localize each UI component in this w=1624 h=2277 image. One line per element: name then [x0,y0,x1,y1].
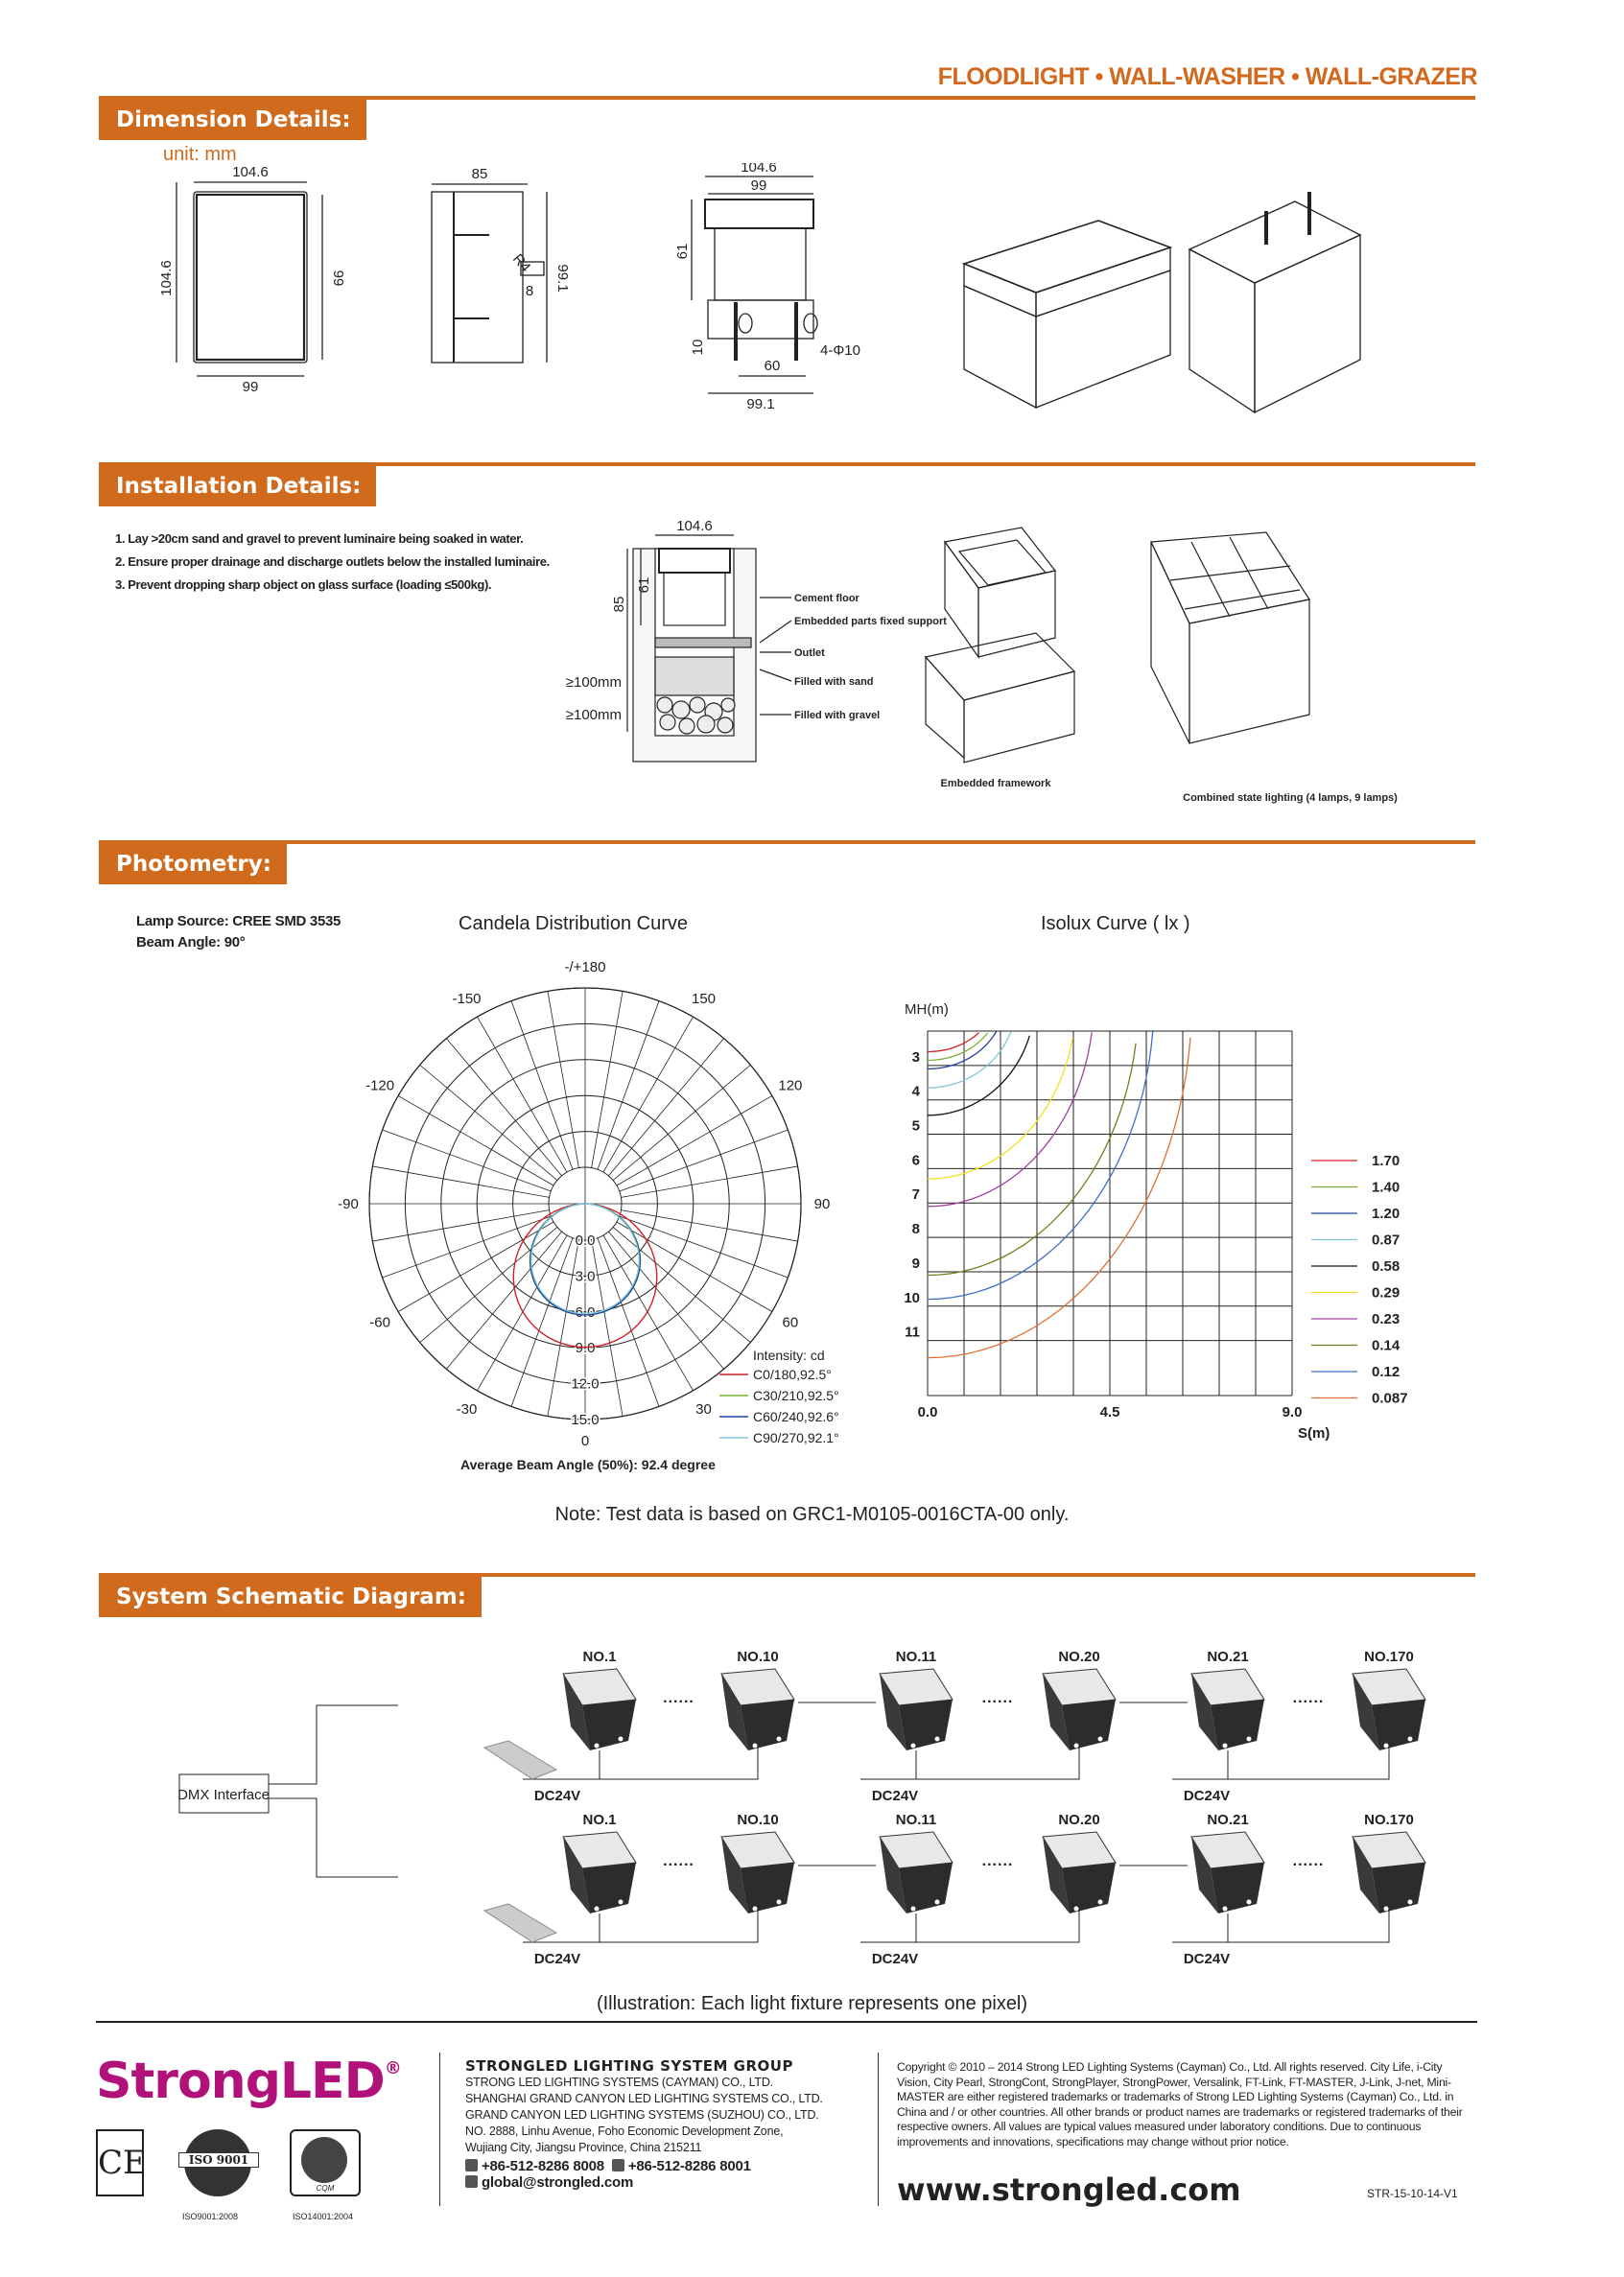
fixture-hole [595,1744,600,1749]
beam-angle: Beam Angle: 90° [136,934,246,951]
polar-legend-label: C30/210,92.5° [753,1388,839,1403]
isolux-y-tick: 10 [904,1289,920,1306]
polar-radial-label: 9.0 [575,1340,596,1357]
fixture-label: NO.11 [895,1649,937,1665]
polar-spoke [446,1232,561,1369]
side-depth-label: 85 [471,166,488,182]
polar-spoke [598,1001,659,1170]
front-width-bottom-label: 99 [242,379,259,395]
email-icon [465,2175,478,2188]
iso14001-caption: ISO14001:2004 [293,2212,354,2221]
fixture-hole [1247,1737,1252,1742]
isolux-series-curve [928,1044,1136,1276]
fixture-label: NO.20 [1058,1812,1100,1828]
fixture-hole [1223,1744,1228,1749]
iso9001-cert-icon [184,2129,251,2196]
isolux-legend-label: 0.23 [1372,1311,1400,1327]
isolux-chart [892,950,1506,1467]
isolux-legend-label: 0.12 [1372,1364,1400,1380]
fixture-hole [1408,1900,1413,1905]
polar-angle-label-120: 120 [778,1077,803,1094]
polar-spoke [383,1130,552,1191]
fixture-hole [1247,1900,1252,1905]
company-name: GRAND CANYON LED LIGHTING SYSTEMS (SUZHOU) CO., LTD. [465,2108,819,2122]
company-name: STRONG LED LIGHTING SYSTEMS (CAYMAN) CO., LTD. [465,2076,773,2089]
chain-dots: ...... [1292,1690,1325,1706]
polar-angle-label-neg120: -120 [365,1077,395,1094]
polar-spoke [372,1210,549,1241]
installation-step: 3. Prevent dropping sharp object on glass surface (loading ≤500kg). [115,577,492,592]
polar-angle-label-neg150: -150 [452,991,482,1008]
address-line: NO. 2888, Linhu Avenue, Foho Economic Development Zone, [465,2124,784,2138]
side-tab-label: 8 [525,283,534,299]
group-title: STRONGLED LIGHTING SYSTEM GROUP [465,2057,793,2075]
isolux-y-axis-label: MH(m) [905,1001,949,1018]
fixture-label: NO.21 [1207,1649,1249,1665]
fixture-label: NO.11 [895,1812,937,1828]
isolux-y-tick: 9 [911,1255,920,1272]
footer-separator [439,2053,440,2206]
polar-spoke [383,1216,552,1278]
isolux-y-tick: 8 [911,1221,920,1238]
polar-spoke [548,991,578,1167]
average-beam-angle: Average Beam Angle (50%): 92.4 degree [460,1457,716,1472]
cement-floor-label: Cement floor [794,593,859,604]
fixture-hole [595,1907,600,1912]
isolux-y-tick: 6 [911,1152,920,1169]
polar-radial-label: 0.0 [575,1232,596,1249]
company-name: SHANGHAI GRAND CANYON LED LIGHTING SYSTEMS CO., LTD. [465,2092,823,2105]
power-supply-icon [484,1741,556,1779]
gravel-layer-label: ≥100mm [565,707,622,723]
fixture-hole [777,1737,782,1742]
isolux-legend-label: 0.58 [1372,1258,1400,1275]
fixture-front-face [1062,1700,1116,1750]
fixture-hole [1223,1907,1228,1912]
isolux-series-curve [928,1031,1153,1299]
fixture-hole [1074,1744,1079,1749]
power-wire [860,1748,1079,1779]
fax: +86-512-8286 8001 [627,2158,751,2174]
polar-spoke [620,1130,788,1191]
fixture-front-face [1211,1700,1264,1750]
data-wire [269,1705,398,1784]
isolux-y-tick: 4 [911,1083,920,1100]
ce-cert-icon [96,2129,147,2196]
fixture-front-face [899,1863,953,1913]
address-line: Wujiang City, Jiangsu Province, China 215211 [465,2141,702,2154]
side-radius-label: R4 [508,250,534,276]
back-outer-width-label: 104.6 [741,163,777,176]
polar-legend-label: C90/270,92.1° [753,1430,839,1445]
polar-spoke [621,1210,797,1241]
front-height-right-label: 99 [330,270,346,287]
polar-spoke [620,1216,788,1278]
fixture-hole [753,1744,758,1749]
lamp-info [136,911,341,953]
section-title-installation: Installation Details: [99,466,376,506]
fixture-hole [753,1907,758,1912]
power-wire [1172,1911,1389,1942]
back-foot-label: 10 [690,339,706,356]
isolux-series-curve [928,1033,979,1052]
polar-angle-label-150: 150 [691,991,717,1008]
installation-steps [115,528,550,597]
isolux-legend-label: 0.087 [1372,1390,1408,1407]
isolux-legend-label: 1.40 [1372,1179,1400,1196]
polar-spoke [608,1232,723,1369]
fixture-front-face [899,1700,953,1750]
fixture-hole [777,1900,782,1905]
isolux-x-axis-label: S(m) [1298,1425,1330,1442]
isolux-series-curve [928,1032,1092,1206]
fixture-label: NO.10 [737,1649,779,1665]
chain-dots: ...... [663,1853,694,1869]
fixture-hole [1098,1737,1103,1742]
website-link[interactable]: www.strongled.com [897,2171,1241,2208]
power-wire [860,1911,1079,1942]
globe-icon [301,2137,347,2183]
polar-spoke [592,991,623,1167]
fixture-front-face [582,1863,636,1913]
fixture-hole [935,1900,940,1905]
installation-drawings [537,513,1496,820]
polar-spoke [511,1238,573,1407]
ce-mark: CE [98,2144,147,2182]
fixture-front-face [1211,1863,1264,1913]
back-inner-width-label: 99 [750,177,767,194]
power-label: DC24V [1183,1788,1231,1804]
polar-angle-label-0: 0 [580,1433,590,1449]
telephone: +86-512-8286 8008 [481,2158,604,2174]
section-divider [99,840,1475,844]
polar-spoke [598,1238,659,1407]
fixture-hole [935,1737,940,1742]
chain-dots: ...... [981,1853,1014,1869]
front-height-left-label: 104.6 [158,260,175,296]
iso9001-caption: ISO9001:2008 [182,2212,239,2221]
polar-legend-label: C60/240,92.6° [753,1409,839,1424]
isolux-x-tick: 0.0 [917,1404,938,1420]
polar-angle-label-neg60: -60 [369,1314,390,1331]
section-depth-body-label: 61 [636,576,652,594]
embedded-framework-caption: Embedded framework [940,778,1051,789]
polar-legend-label: C0/180,92.5° [753,1367,832,1382]
candela-distribution-chart [326,950,863,1487]
fixture-label: NO.170 [1364,1649,1414,1665]
system-schematic [0,1611,1624,1985]
iso9001-mark: ISO 9001 [178,2152,259,2168]
installation-step: 1. Lay >20cm sand and gravel to prevent luminaire being soaked in water. [115,531,524,546]
isolux-y-tick: 7 [911,1186,920,1204]
fixture-hole [1384,1907,1389,1912]
fixture-hole [1074,1907,1079,1912]
lamp-source: Lamp Source: CREE SMD 3535 [136,913,341,929]
polar-angle-label-neg30: -30 [456,1400,478,1418]
polar-radial-label: 6.0 [575,1303,596,1321]
fixture-label: NO.20 [1058,1649,1100,1665]
fixture-hole [911,1744,916,1749]
fixture-hole [619,1737,624,1742]
footer-divider [96,2021,1477,2023]
isolux-y-tick: 5 [911,1117,920,1135]
combined-lighting-caption: Combined state lighting (4 lamps, 9 lamps) [1183,792,1398,804]
isolux-series-curve [928,1031,997,1068]
isolux-x-tick: 4.5 [1099,1404,1120,1420]
power-label: DC24V [533,1788,581,1804]
fixture-label: NO.170 [1364,1812,1414,1828]
filled-gravel-label: Filled with gravel [794,710,881,721]
section-title-schematic: System Schematic Diagram: [99,1577,482,1617]
fixture-front-face [1372,1863,1425,1913]
section-title-dimension: Dimension Details: [99,100,366,140]
power-wire [1172,1748,1389,1779]
polar-spoke [621,1166,797,1197]
power-label: DC24V [871,1951,919,1967]
polar-angle-label-30: 30 [695,1400,712,1418]
fixture-hole [1408,1737,1413,1742]
isolux-series-curve [928,1038,1190,1358]
side-height-label: 99.1 [554,264,571,293]
phone-icon [465,2159,478,2171]
isolux-y-tick: 11 [905,1324,920,1341]
polar-radial-label: 12.0 [571,1375,600,1393]
power-wire [523,1911,758,1942]
isolux-y-tick: 3 [911,1048,920,1066]
fixture-label: NO.1 [582,1812,617,1828]
fixture-front-face [1372,1700,1425,1750]
fax-icon [612,2159,624,2171]
fixture-front-face [741,1700,794,1750]
copyright-notice: Copyright © 2010 – 2014 Strong LED Lighting Systems (Cayman) Co., Ltd. All rights reserved. City Life, i-City Vision, City Pearl, StrongCont, StrongPlayer, StrongPower, Versalink, FT-Link, FT-MASTER, J-Link, J-net, Mini-MASTER are either registered trademarks or trademarks of Strong LED Lighting Systems (Cayman) Co., Ltd. in China and / or other countries. All other brands or product names are trademarks or registered trademarks of their respective owners. All values are typical values measured under laboratory conditions. Due to continuous improvements and innovations, specifications may change without prior notice. [897,2060,1463,2148]
isolux-legend-label: 1.70 [1372,1153,1400,1169]
outlet-label: Outlet [794,647,825,659]
polar-spoke [446,1039,561,1176]
power-wire [523,1748,758,1779]
test-data-note: Note: Test data is based on GRC1-M0105-0016CTA-00 only. [554,1504,1070,1525]
power-supply-icon [484,1904,556,1942]
back-holes-label: 4-Φ10 [820,342,860,359]
isolux-chart-title: Isolux Curve ( lx ) [1041,913,1190,934]
polar-spoke [511,1001,573,1170]
isolux-legend-label: 0.14 [1372,1337,1400,1354]
section-title-photometry: Photometry: [99,844,287,884]
polar-spoke [613,1065,750,1180]
fixture-front-face [1062,1863,1116,1913]
isolux-legend-label: 0.29 [1372,1284,1400,1302]
fixture-label: NO.10 [737,1812,779,1828]
back-height-label: 61 [674,243,691,260]
back-base-width-label: 99.1 [746,396,775,412]
document-id: STR-15-10-14-V1 [1367,2187,1458,2200]
filled-sand-label: Filled with sand [794,676,874,688]
schematic-caption: (Illustration: Each light fixture represents one pixel) [596,1993,1028,2014]
polar-angle-label-90: 90 [813,1196,831,1212]
page-tagline: FLOODLIGHT • WALL-WASHER • WALL-GRAZER [937,63,1477,90]
polar-angle-label-180: -/+180 [564,959,606,975]
chain-dots: ...... [1292,1853,1325,1869]
fixture-hole [619,1900,624,1905]
isolux-x-tick: 9.0 [1282,1404,1303,1420]
polar-chart-title: Candela Distribution Curve [459,913,689,934]
brand-name: StrongLED [96,2053,385,2110]
registered-mark: ® [384,2058,401,2078]
polar-radial-label: 3.0 [575,1268,596,1285]
iso14001-cert-icon [290,2129,361,2196]
chain-dots: ...... [663,1690,694,1706]
section-depth-total-label: 85 [611,596,627,613]
fixture-label: NO.21 [1207,1812,1249,1828]
company-info [465,2058,823,2191]
cqm-mark: CQM [316,2184,335,2193]
polar-legend-title: Intensity: cd [753,1348,825,1363]
fixture-front-face [582,1700,636,1750]
front-view-outer [194,192,307,363]
chain-dots: ...... [981,1690,1014,1706]
dmx-interface-label: DMX Interface [177,1787,270,1803]
fixture-label: NO.1 [582,1649,617,1665]
polar-spoke [420,1065,557,1180]
isolux-legend-label: 1.20 [1372,1206,1400,1222]
isolux-series-curve [928,1036,1029,1115]
power-label: DC24V [1183,1951,1231,1967]
section-width-label: 104.6 [676,518,713,534]
email-link[interactable]: global@strongled.com [481,2174,634,2191]
back-spacing-label: 60 [764,358,781,374]
isolux-legend-label: 0.87 [1372,1232,1400,1249]
polar-angle-label-60: 60 [782,1314,799,1331]
polar-radial-label: 15.0 [571,1412,600,1428]
unit-label: unit: mm [163,144,237,165]
fixture-front-face [741,1863,794,1913]
fixture-hole [1384,1744,1389,1749]
front-width-top-label: 104.6 [232,164,269,180]
footer-separator [878,2053,879,2206]
front-view-inner [197,195,304,360]
brand-logo [96,2053,401,2110]
polar-spoke [608,1039,723,1176]
data-wire [269,1798,398,1877]
polar-spoke [372,1166,549,1197]
fixture-hole [911,1907,916,1912]
power-label: DC24V [533,1951,581,1967]
polar-angle-label-neg90: -90 [338,1196,359,1212]
power-label: DC24V [871,1788,919,1804]
fixture-hole [1098,1900,1103,1905]
sand-layer-label: ≥100mm [565,674,622,691]
embedded-parts-label: Embedded parts fixed support [794,616,947,627]
installation-step: 2. Ensure proper drainage and discharge outlets below the installed luminaire. [115,554,550,569]
dimension-drawings [144,163,1506,432]
